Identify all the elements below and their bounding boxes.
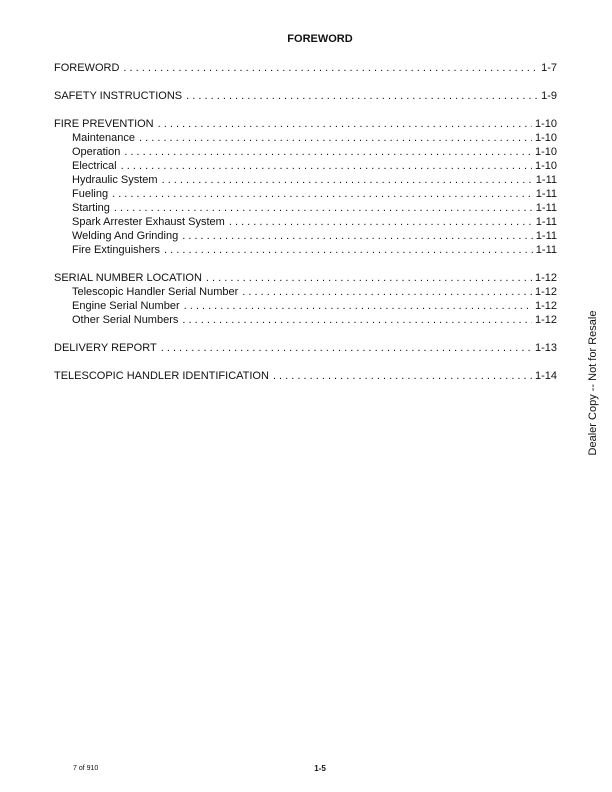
dealer-copy-watermark xyxy=(586,310,600,456)
table-of-contents xyxy=(54,61,557,397)
toc-entry-label: Other Serial Numbers xyxy=(72,314,179,326)
toc-entry-page: 1-11 xyxy=(535,244,557,256)
toc-entry-page: 1-11 xyxy=(535,174,557,186)
toc-entry-label: SERIAL NUMBER LOCATION xyxy=(54,272,202,284)
toc-section-foreword xyxy=(54,61,557,75)
toc-entry-label: Hydraulic System xyxy=(72,174,158,186)
toc-entry-fire-prevention[interactable] xyxy=(54,117,557,131)
toc-subentry-starting[interactable] xyxy=(54,201,557,215)
toc-entry-page: 1-12 xyxy=(534,272,557,284)
toc-subentry-fire-extinguishers[interactable] xyxy=(54,243,557,257)
dealer-copy-text: Dealer Copy -- Not for Resale xyxy=(587,310,599,456)
toc-entry-label: Operation xyxy=(72,146,121,158)
toc-section-fire-prevention xyxy=(54,117,557,257)
toc-section-serial-number-location xyxy=(54,271,557,327)
toc-subentry-hydraulic-system[interactable] xyxy=(54,173,557,187)
toc-subentry-telescopic-handler-serial-number[interactable] xyxy=(54,285,557,299)
dot-leader xyxy=(184,299,532,313)
toc-subentry-other-serial-numbers[interactable] xyxy=(54,313,557,327)
toc-entry-label: Maintenance xyxy=(72,132,135,144)
dot-leader xyxy=(273,369,532,383)
toc-entry-safety-instructions[interactable] xyxy=(54,89,557,103)
toc-entry-serial-number-location[interactable] xyxy=(54,271,557,285)
toc-entry-page: 1-10 xyxy=(534,160,557,172)
dot-leader xyxy=(242,285,532,299)
toc-section-delivery-report xyxy=(54,341,557,355)
toc-entry-label: FOREWORD xyxy=(54,62,120,74)
toc-entry-label: Engine Serial Number xyxy=(72,300,180,312)
dot-leader xyxy=(186,89,538,103)
toc-entry-label: Fire Extinguishers xyxy=(72,244,161,256)
page-count: 7 of 910 xyxy=(73,765,99,772)
dot-leader xyxy=(162,173,533,187)
dot-leader xyxy=(112,187,533,201)
dot-leader xyxy=(164,243,533,257)
dot-leader xyxy=(139,131,532,145)
toc-entry-label: DELIVERY REPORT xyxy=(54,342,157,354)
toc-subentry-welding-and-grinding[interactable] xyxy=(54,229,557,243)
dot-leader xyxy=(123,61,538,75)
toc-subentry-fueling[interactable] xyxy=(54,187,557,201)
toc-entry-label: SAFETY INSTRUCTIONS xyxy=(54,90,183,102)
dot-leader xyxy=(121,159,532,173)
toc-entry-page: 1-10 xyxy=(534,118,557,130)
toc-section-safety-instructions xyxy=(54,89,557,103)
toc-entry-page: 1-13 xyxy=(534,342,557,354)
page-number: 1-5 xyxy=(314,764,326,773)
toc-entry-foreword[interactable] xyxy=(54,61,557,75)
toc-entry-label: Telescopic Handler Serial Number xyxy=(72,286,239,298)
dot-leader xyxy=(182,229,533,243)
toc-entry-label: Fueling xyxy=(72,188,109,200)
toc-entry-label: Electrical xyxy=(72,160,117,172)
toc-entry-page: 1-11 xyxy=(535,230,557,242)
toc-subentry-electrical[interactable] xyxy=(54,159,557,173)
toc-subentry-operation[interactable] xyxy=(54,145,557,159)
page-title: FOREWORD xyxy=(287,33,353,45)
toc-subentry-engine-serial-number[interactable] xyxy=(54,299,557,313)
toc-entry-page: 1-12 xyxy=(534,314,557,326)
toc-entry-page: 1-11 xyxy=(535,216,557,228)
dot-leader xyxy=(161,341,532,355)
toc-entry-label: TELESCOPIC HANDLER IDENTIFICATION xyxy=(54,370,269,382)
dot-leader xyxy=(124,145,532,159)
toc-entry-delivery-report[interactable] xyxy=(54,341,557,355)
toc-entry-page: 1-10 xyxy=(534,132,557,144)
toc-entry-label: FIRE PREVENTION xyxy=(54,118,154,130)
toc-entry-label: Starting xyxy=(72,202,110,214)
toc-entry-label: Spark Arrester Exhaust System xyxy=(72,216,225,228)
toc-entry-label: Welding And Grinding xyxy=(72,230,179,242)
toc-entry-page: 1-10 xyxy=(534,146,557,158)
toc-entry-page: 1-11 xyxy=(535,188,557,200)
toc-entry-page: 1-12 xyxy=(534,300,557,312)
toc-entry-page: 1-14 xyxy=(534,370,557,382)
dot-leader xyxy=(158,117,532,131)
toc-subentry-spark-arrester-exhaust-system[interactable] xyxy=(54,215,557,229)
toc-subentry-maintenance[interactable] xyxy=(54,131,557,145)
toc-entry-telescopic-handler-identification[interactable] xyxy=(54,369,557,383)
toc-entry-page: 1-12 xyxy=(534,286,557,298)
toc-entry-page: 1-9 xyxy=(541,90,557,102)
dot-leader xyxy=(114,201,533,215)
dot-leader xyxy=(182,313,532,327)
dot-leader xyxy=(206,271,532,285)
dot-leader xyxy=(229,215,533,229)
toc-entry-page: 1-7 xyxy=(541,62,557,74)
toc-entry-page: 1-11 xyxy=(535,202,557,214)
toc-section-telescopic-handler-identification xyxy=(54,369,557,383)
